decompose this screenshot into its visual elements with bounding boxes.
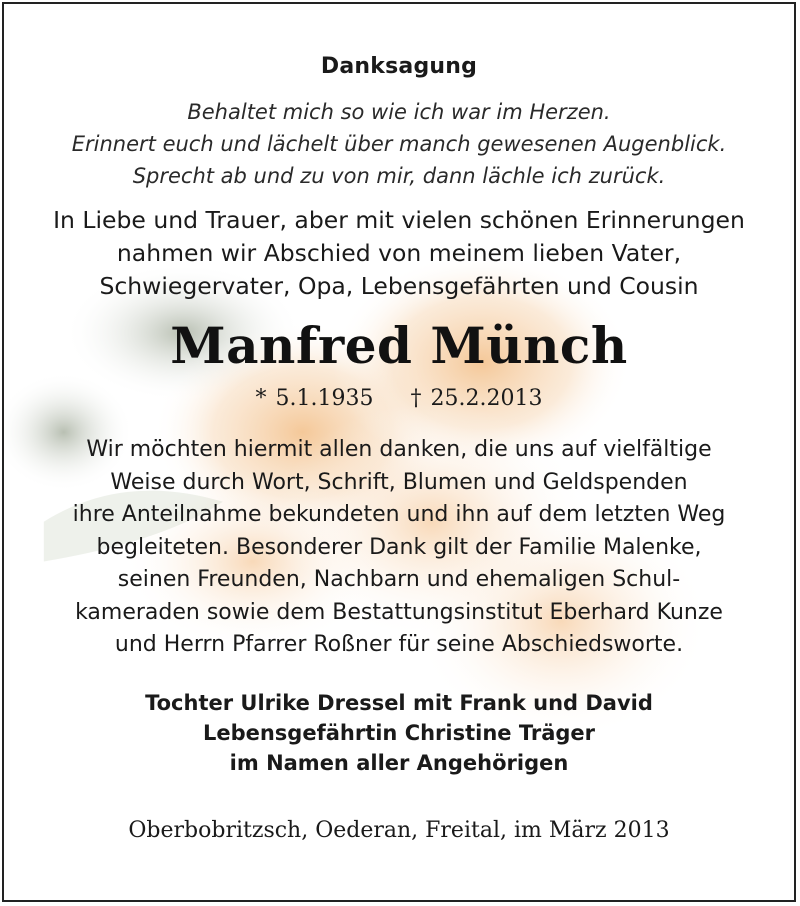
signer-line: Tochter Ulrike Dressel mit Frank und David bbox=[145, 691, 653, 715]
intro-line: nahmen wir Abschied von meinem lieben Vater, bbox=[116, 239, 682, 267]
thanks-paragraph bbox=[4, 434, 794, 662]
life-dates bbox=[4, 386, 794, 411]
poem-line: Behaltet mich so wie ich war im Herzen. bbox=[187, 100, 611, 124]
intro-line: In Liebe und Trauer, aber mit vielen schönen Erinnerungen bbox=[53, 206, 745, 234]
place-date: Oberbobritzsch, Oederan, Freital, im März 2013 bbox=[128, 818, 670, 843]
signers-block bbox=[4, 688, 794, 778]
thanks-line: begleiteten. Besonderer Dank gilt der Familie Malenke, bbox=[96, 534, 702, 560]
thanks-line: und Herrn Pfarrer Roßner für seine Abschiedsworte. bbox=[114, 632, 684, 657]
death-date: † 25.2.2013 bbox=[410, 386, 543, 411]
birth-date: * 5.1.1935 bbox=[255, 386, 374, 411]
thanks-line: Weise durch Wort, Schrift, Blumen und Geldspenden bbox=[110, 469, 688, 495]
signer-line: Lebensgefährtin Christine Träger bbox=[202, 721, 596, 745]
deceased-name: Manfred Münch bbox=[170, 316, 628, 375]
notice-title: Danksagung bbox=[320, 54, 478, 79]
poem-line: Erinnert euch und lächelt über manch gewesenen Augenblick. bbox=[71, 132, 727, 156]
thanks-line: seinen Freunden, Nachbarn und ehemaligen Schul- bbox=[117, 567, 681, 592]
poem-line: Sprecht ab und zu von mir, dann lächle ich zurück. bbox=[132, 164, 666, 188]
signer-line: im Namen aller Angehörigen bbox=[229, 751, 569, 775]
thanks-line: Wir möchten hiermit allen danken, die uns auf vielfältige bbox=[86, 437, 712, 462]
thanks-line: ihre Anteilnahme bekundeten und ihn auf dem letzten Weg bbox=[72, 502, 726, 527]
intro-paragraph bbox=[4, 204, 794, 303]
poem-verse bbox=[4, 96, 794, 192]
thanks-line: kameraden sowie dem Bestattungsinstitut Eberhard Kunze bbox=[75, 599, 723, 625]
intro-line: Schwiegervater, Opa, Lebensgefährten und Cousin bbox=[99, 272, 699, 300]
obituary-card bbox=[2, 2, 796, 902]
